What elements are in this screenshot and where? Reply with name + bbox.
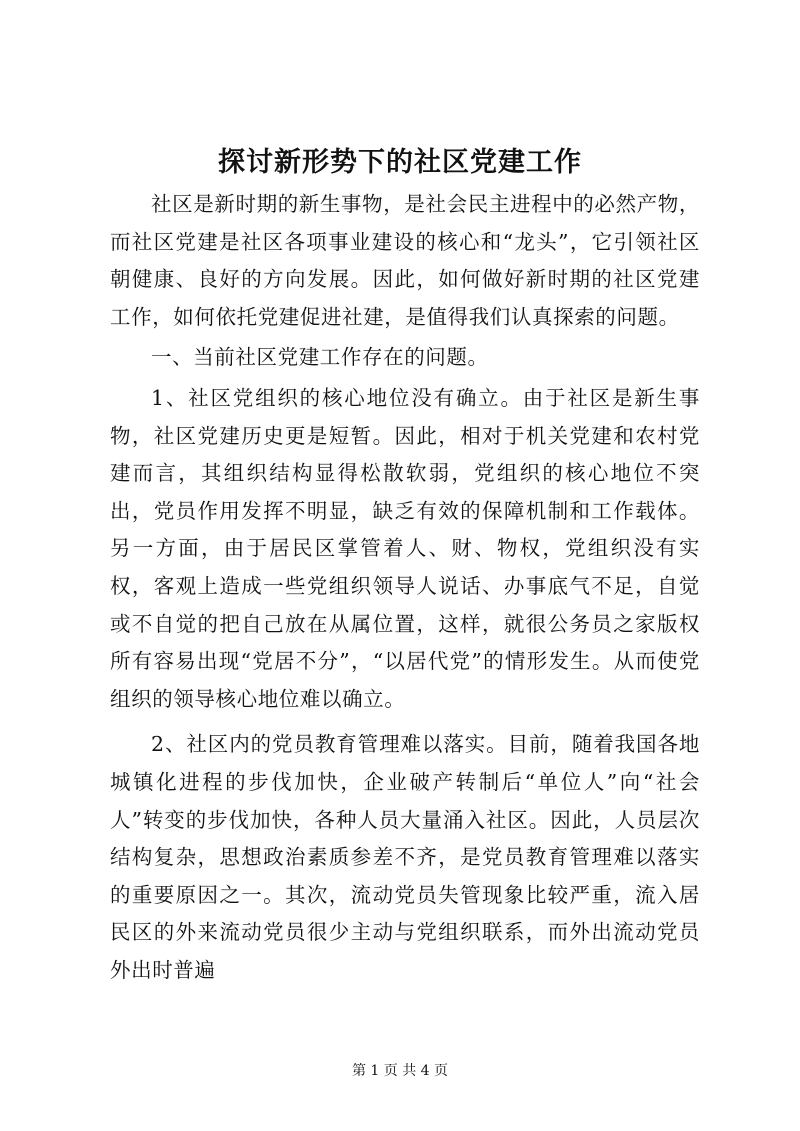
page-number-footer: 第 1 页 共 4 页 [351,1063,449,1079]
paragraph-section-heading: 一、当前社区党建工作存在的问题。 [151,345,489,370]
paragraph-point-1: 1、社区党组织的核心地位没有确立。由于社区是新生事物，社区党建历史更是短暂。因此，相对于机关党建和农村党建而言，其组织结构显得松散软弱，党组织的核心地位不突出，党员作用发挥不明显，缺乏有效的保障机制和工作载体。另一方面，由于居民区掌管着人、财、物权，党组织没有实权，客观上造成一些党组织领导人说话、办事底气不足，自觉或不自觉的把自己放在从属位置，这样，就很公务员之家版权所有容易出现“党居不分”，“以居代党”的情形发生。从而使党组织的领导核心地位难以确立。 [110,385,700,711]
paragraph-intro: 社区是新时期的新生事物，是社会民主进程中的必然产物，而社区党建是社区各项事业建设的核心和“龙头”，它引领社区朝健康、良好的方向发展。因此，如何做好新时期的社区党建工作，如何依托党建促进社建，是值得我们认真探索的问题。 [110,192,700,329]
paragraph-point-2: 2、社区内的党员教育管理难以落实。目前，随着我国各地城镇化进程的步伐加快，企业破产转制后“单位人”向“社会人”转变的步伐加快，各种人员大量涌入社区。因此，人员层次结构复杂，思想政治素质参差不齐，是党员教育管理难以落实的重要原因之一。其次，流动党员失管现象比较严重，流入居民区的外来流动党员很少主动与党组织联系，而外出流动党员外出时普遍 [110,732,700,982]
document-body [110,186,700,989]
document-title: 探讨新形势下的社区党建工作 [218,147,582,178]
